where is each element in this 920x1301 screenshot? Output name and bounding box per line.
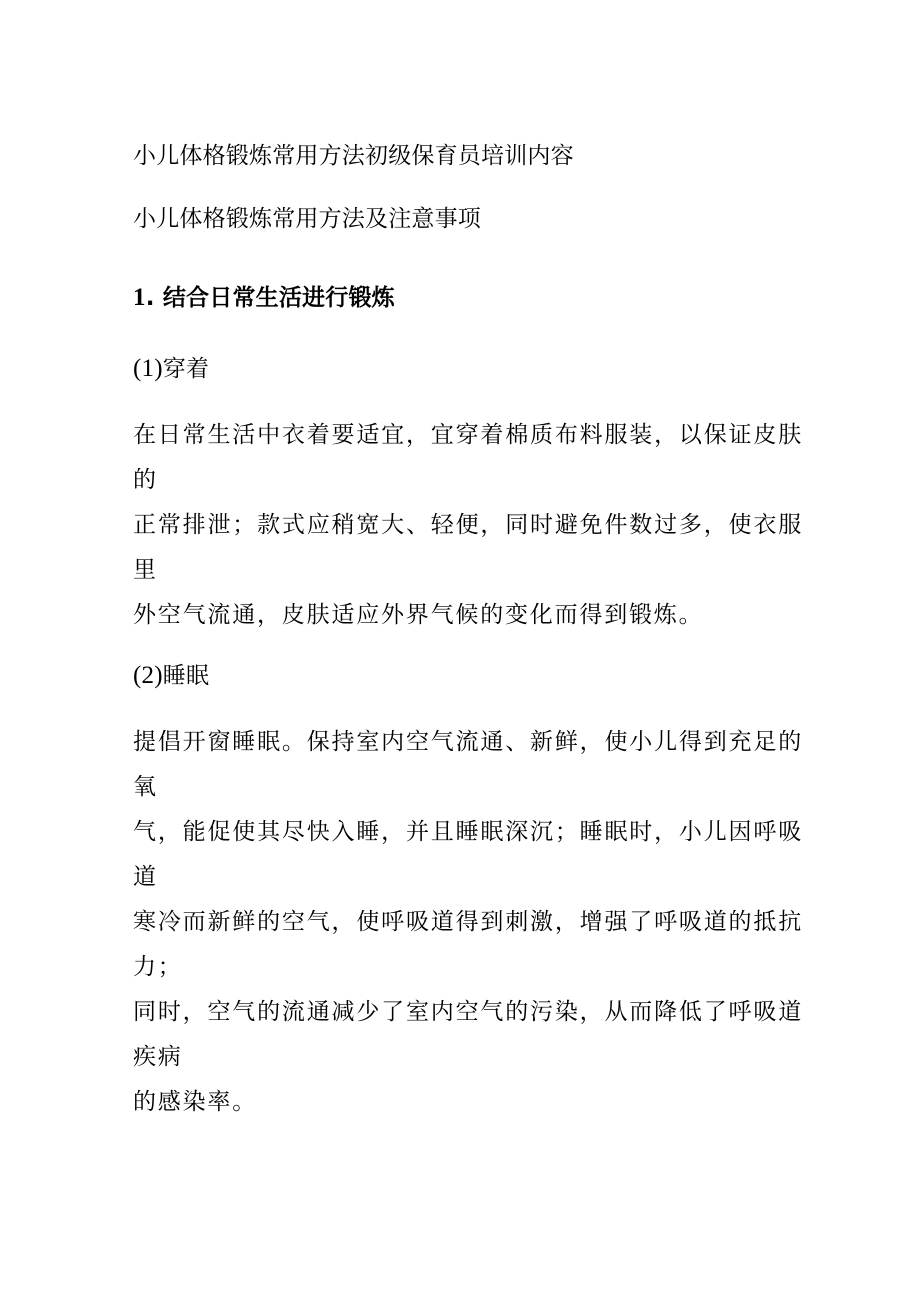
document-title: 小儿体格锻炼常用方法初级保育员培训内容 bbox=[133, 143, 574, 169]
section-1-number: 1 bbox=[133, 284, 146, 311]
paragraph-line: 寒冷而新鲜的空气，使呼吸道得到刺激，增强了呼吸道的抵抗力； bbox=[133, 909, 803, 980]
item-2-number: (2) bbox=[133, 662, 163, 689]
item-2-heading bbox=[133, 660, 209, 692]
paragraph-line: 气，能促使其尽快入睡，并且睡眠深沉；睡眠时，小儿因呼吸道 bbox=[133, 819, 803, 890]
paragraph-line: 正常排泄；款式应稍宽大、轻便，同时避免件数过多，使衣服里 bbox=[133, 512, 803, 583]
paragraph-line: 外空气流通，皮肤适应外界气候的变化而得到锻炼。 bbox=[133, 602, 704, 628]
item-2-paragraph bbox=[133, 720, 803, 1125]
item-2-heading-text: 睡眠 bbox=[162, 663, 210, 689]
paragraph-line: 同时，空气的流通减少了室内空气的污染，从而降低了呼吸道疾病 bbox=[133, 999, 803, 1070]
paragraph-line: 在日常生活中衣着要适宜，宜穿着棉质布料服装，以保证皮肤的 bbox=[133, 422, 803, 493]
paragraph-line: 的感染率。 bbox=[133, 1089, 257, 1115]
item-1-heading-text: 穿着 bbox=[162, 356, 210, 382]
item-1-heading bbox=[133, 353, 209, 385]
paragraph-line: 提倡开窗睡眠。保持室内空气流通、新鲜，使小儿得到充足的氧 bbox=[133, 729, 803, 800]
section-1-heading-text: . 结合日常生活进行锻炼 bbox=[145, 285, 395, 311]
section-1-heading bbox=[133, 282, 395, 314]
document-subtitle: 小儿体格锻炼常用方法及注意事项 bbox=[133, 206, 481, 232]
item-1-paragraph bbox=[133, 413, 803, 638]
item-1-number: (1) bbox=[133, 355, 163, 382]
